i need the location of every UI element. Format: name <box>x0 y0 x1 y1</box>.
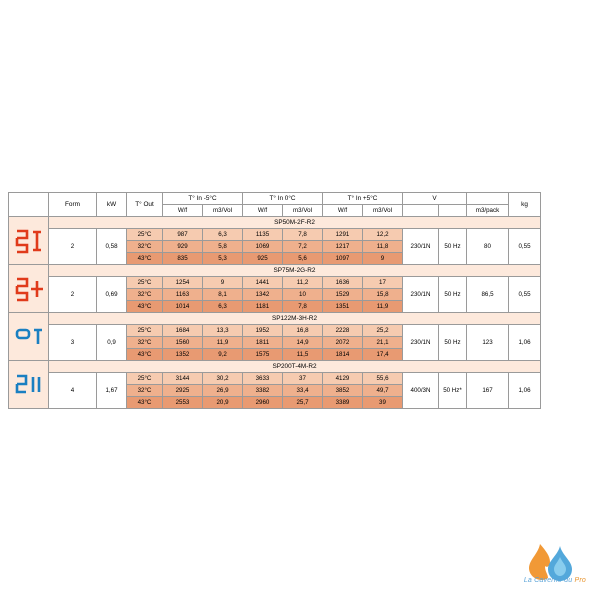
m3vol-p5: 21,1 <box>363 337 403 349</box>
kg-value-2: 0,55 <box>509 277 541 313</box>
model-title-row <box>9 313 541 325</box>
header-m3-pack: m3/pack <box>467 205 509 217</box>
m3vol-m5: 20,9 <box>203 397 243 409</box>
m3vol-m5: 8,1 <box>203 289 243 301</box>
t-out-value: 43°C <box>127 349 163 361</box>
product-icon-cell-1 <box>9 217 49 265</box>
watermark-text <box>524 577 586 584</box>
wf-p5: 1814 <box>323 349 363 361</box>
m3vol-0: 11,5 <box>283 349 323 361</box>
table-row <box>9 277 541 289</box>
frequency-value-4: 50 Hz* <box>439 373 467 409</box>
wf-p5: 1351 <box>323 301 363 313</box>
wf-p5: 2228 <box>323 325 363 337</box>
wf-m5: 1163 <box>163 289 203 301</box>
wf-m5: 1560 <box>163 337 203 349</box>
m3vol-p5: 39 <box>363 397 403 409</box>
wf-m5: 1254 <box>163 277 203 289</box>
m3vol-0: 16,8 <box>283 325 323 337</box>
wf-0: 925 <box>243 253 283 265</box>
model-name-1: SP50M-2F-R2 <box>49 217 541 229</box>
t-out-value: 25°C <box>127 325 163 337</box>
m3vol-p5: 17,4 <box>363 349 403 361</box>
m3vol-0: 10 <box>283 289 323 301</box>
m3vol-m5: 5,3 <box>203 253 243 265</box>
wf-0: 1069 <box>243 241 283 253</box>
pack-value-4: 167 <box>467 373 509 409</box>
evaporator-coil-icon-red <box>9 217 48 264</box>
specification-table <box>8 192 541 409</box>
m3vol-m5: 13,3 <box>203 325 243 337</box>
wf-0: 1181 <box>243 301 283 313</box>
m3vol-m5: 9 <box>203 277 243 289</box>
m3vol-0: 25,7 <box>283 397 323 409</box>
m3vol-0: 11,2 <box>283 277 323 289</box>
header-wf-3: W/f <box>323 205 363 217</box>
header-m3vol-1: m3/Vol <box>203 205 243 217</box>
form-value-4: 4 <box>49 373 97 409</box>
pack-value-1: 80 <box>467 229 509 265</box>
wf-m5: 929 <box>163 241 203 253</box>
kw-value-3: 0,9 <box>97 325 127 361</box>
wf-p5: 1097 <box>323 253 363 265</box>
voltage-value-4: 400/3N <box>403 373 439 409</box>
model-title-row <box>9 361 541 373</box>
t-out-value: 32°C <box>127 337 163 349</box>
product-icon-cell-2 <box>9 265 49 313</box>
m3vol-0: 33,4 <box>283 385 323 397</box>
wf-m5: 1352 <box>163 349 203 361</box>
wf-0: 1952 <box>243 325 283 337</box>
m3vol-m5: 26,9 <box>203 385 243 397</box>
t-out-value: 25°C <box>127 277 163 289</box>
m3vol-p5: 12,2 <box>363 229 403 241</box>
model-title-row <box>9 265 541 277</box>
wf-m5: 2925 <box>163 385 203 397</box>
header-form: Form <box>49 193 97 217</box>
kw-value-1: 0,58 <box>97 229 127 265</box>
table-row <box>9 325 541 337</box>
table-row <box>9 229 541 241</box>
m3vol-p5: 11,8 <box>363 241 403 253</box>
wf-m5: 1684 <box>163 325 203 337</box>
model-name-2: SP75M-2G-R2 <box>49 265 541 277</box>
header-wf-1: W/f <box>163 205 203 217</box>
wf-p5: 4129 <box>323 373 363 385</box>
frequency-value-2: 50 Hz <box>439 277 467 313</box>
kg-value-3: 1,06 <box>509 325 541 361</box>
header-hz-blank <box>439 205 467 217</box>
header-m3vol-3: m3/Vol <box>363 205 403 217</box>
header-kw: kW <box>97 193 127 217</box>
evaporator-coil-icon-blue-small <box>9 361 48 408</box>
m3vol-m5: 6,3 <box>203 229 243 241</box>
m3vol-p5: 11,9 <box>363 301 403 313</box>
voltage-value-3: 230/1N <box>403 325 439 361</box>
m3vol-p5: 49,7 <box>363 385 403 397</box>
wf-0: 1441 <box>243 277 283 289</box>
m3vol-p5: 17 <box>363 277 403 289</box>
wf-m5: 987 <box>163 229 203 241</box>
wf-p5: 2072 <box>323 337 363 349</box>
wf-p5: 3389 <box>323 397 363 409</box>
m3vol-m5: 6,3 <box>203 301 243 313</box>
m3vol-0: 5,6 <box>283 253 323 265</box>
wf-p5: 1291 <box>323 229 363 241</box>
voltage-value-2: 230/1N <box>403 277 439 313</box>
wf-m5: 3144 <box>163 373 203 385</box>
m3vol-m5: 5,8 <box>203 241 243 253</box>
header-voltage: V <box>403 193 467 205</box>
wf-0: 1342 <box>243 289 283 301</box>
wf-p5: 1217 <box>323 241 363 253</box>
header-t-in-plus5: T° In +5°C <box>323 193 403 205</box>
m3vol-p5: 55,6 <box>363 373 403 385</box>
evaporator-coil-icon-blue <box>9 313 48 360</box>
t-out-value: 43°C <box>127 253 163 265</box>
wf-p5: 3852 <box>323 385 363 397</box>
t-out-value: 32°C <box>127 289 163 301</box>
form-value-3: 3 <box>49 325 97 361</box>
pack-value-3: 123 <box>467 325 509 361</box>
watermark-text-pro: Pro <box>574 577 586 584</box>
header-wf-2: W/f <box>243 205 283 217</box>
evaporator-coil-icon-red-plus <box>9 265 48 312</box>
m3vol-m5: 30,2 <box>203 373 243 385</box>
kw-value-2: 0,69 <box>97 277 127 313</box>
wf-0: 3382 <box>243 385 283 397</box>
wf-0: 1811 <box>243 337 283 349</box>
wf-m5: 2553 <box>163 397 203 409</box>
kg-value-4: 1,06 <box>509 373 541 409</box>
header-pack-blank <box>467 193 509 205</box>
product-icon-cell-3 <box>9 313 49 361</box>
t-out-value: 25°C <box>127 229 163 241</box>
model-name-3: SP122M-3H-R2 <box>49 313 541 325</box>
voltage-value-1: 230/1N <box>403 229 439 265</box>
m3vol-0: 14,9 <box>283 337 323 349</box>
form-value-2: 2 <box>49 277 97 313</box>
wf-m5: 835 <box>163 253 203 265</box>
m3vol-0: 37 <box>283 373 323 385</box>
header-m3vol-2: m3/Vol <box>283 205 323 217</box>
t-out-value: 43°C <box>127 301 163 313</box>
wf-p5: 1529 <box>323 289 363 301</box>
kw-value-4: 1,67 <box>97 373 127 409</box>
m3vol-0: 7,2 <box>283 241 323 253</box>
wf-m5: 1014 <box>163 301 203 313</box>
model-title-row <box>9 217 541 229</box>
t-out-value: 32°C <box>127 385 163 397</box>
t-out-value: 32°C <box>127 241 163 253</box>
product-icon-cell-4 <box>9 361 49 409</box>
t-out-value: 43°C <box>127 397 163 409</box>
m3vol-p5: 25,2 <box>363 325 403 337</box>
form-value-1: 2 <box>49 229 97 265</box>
wf-p5: 1636 <box>323 277 363 289</box>
watermark-text-main: La Caverne du <box>523 577 575 584</box>
header-kg: kg <box>509 193 541 217</box>
wf-0: 3633 <box>243 373 283 385</box>
table-header-row-1 <box>9 193 541 205</box>
m3vol-0: 7,8 <box>283 229 323 241</box>
pack-value-2: 86,5 <box>467 277 509 313</box>
header-voltage-blank <box>403 205 439 217</box>
wf-0: 1135 <box>243 229 283 241</box>
m3vol-m5: 11,9 <box>203 337 243 349</box>
header-t-in-minus5: T° In -5°C <box>163 193 243 205</box>
table-row <box>9 373 541 385</box>
header-t-out: T° Out <box>127 193 163 217</box>
m3vol-p5: 15,8 <box>363 289 403 301</box>
m3vol-m5: 9,2 <box>203 349 243 361</box>
m3vol-p5: 9 <box>363 253 403 265</box>
kg-value-1: 0,55 <box>509 229 541 265</box>
t-out-value: 25°C <box>127 373 163 385</box>
frequency-value-3: 50 Hz <box>439 325 467 361</box>
m3vol-0: 7,8 <box>283 301 323 313</box>
model-name-4: SP200T-4M-R2 <box>49 361 541 373</box>
wf-0: 2960 <box>243 397 283 409</box>
frequency-value-1: 50 Hz <box>439 229 467 265</box>
header-t-in-0: T° In 0°C <box>243 193 323 205</box>
wf-0: 1575 <box>243 349 283 361</box>
header-icon-blank <box>9 193 49 217</box>
